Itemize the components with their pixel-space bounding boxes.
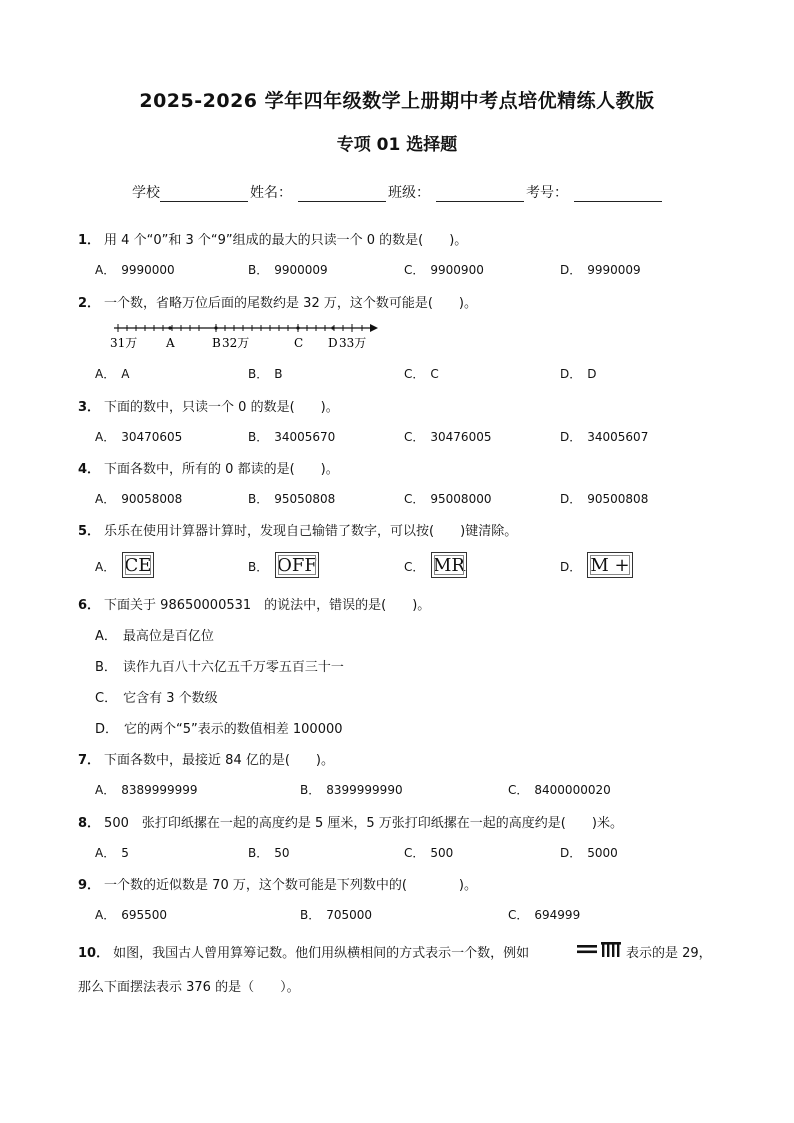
option-b[interactable]: B． 8399999990 bbox=[300, 783, 403, 797]
question-1 bbox=[78, 229, 467, 248]
option-b[interactable]: B． 读作九百八十六亿五千万零五百三十一 bbox=[95, 660, 344, 675]
number-blank[interactable] bbox=[574, 187, 662, 202]
ce-key-icon[interactable]: CE bbox=[122, 552, 154, 578]
name-label: 姓名： bbox=[250, 185, 292, 201]
tick-label-33w: 33万 bbox=[339, 336, 367, 350]
question-3: 3． 下面的数中，只读一个 0 的数是( )。 bbox=[78, 400, 339, 415]
question-6: 6． 下面关于 98650000531 的说法中，错误的是( )。 bbox=[78, 598, 431, 613]
counting-rods-29-icon bbox=[577, 941, 623, 957]
option-d-label: D． bbox=[560, 560, 582, 574]
question-number: 1． bbox=[78, 233, 101, 248]
tick-label-32w: 32万 bbox=[222, 336, 250, 350]
option-c[interactable]: C． 95008000 bbox=[404, 492, 492, 506]
option-a[interactable]: A． 5 bbox=[95, 846, 129, 860]
class-blank[interactable] bbox=[436, 187, 524, 202]
question-4: 4． 下面各数中，所有的 0 都读的是( )。 bbox=[78, 462, 339, 477]
tick-label-d: D bbox=[328, 336, 338, 350]
tick-label-a: A bbox=[166, 336, 175, 350]
off-key-icon[interactable]: OFF bbox=[275, 552, 319, 578]
tick-label-c: C bbox=[294, 336, 304, 350]
option-b[interactable]: B． 34005670 bbox=[248, 430, 336, 444]
option-c[interactable]: C． 8400000020 bbox=[508, 783, 611, 797]
option-a-label: A． bbox=[95, 560, 116, 574]
option-b[interactable]: B． 705000 bbox=[300, 908, 373, 922]
option-b[interactable]: B． 9900009 bbox=[248, 263, 328, 277]
option-a[interactable]: A． 695500 bbox=[95, 908, 168, 922]
option-c[interactable]: C． 它含有 3 个数级 bbox=[95, 691, 218, 706]
option-c[interactable]: C． C bbox=[404, 367, 439, 381]
name-blank[interactable] bbox=[298, 187, 386, 202]
option-a[interactable]: A． 90058008 bbox=[95, 492, 183, 506]
page-subtitle: 专项 01 选择题 bbox=[336, 135, 458, 155]
school-label: 学校 bbox=[132, 185, 160, 201]
option-a[interactable]: A． A bbox=[95, 367, 130, 381]
option-c[interactable]: C． 500 bbox=[404, 846, 454, 860]
question-8: 8． 500 张打印纸摞在一起的高度约是 5 厘米，5 万张打印纸摞在一起的高度约是( )米。 bbox=[78, 816, 623, 831]
option-c-label: C． bbox=[404, 560, 425, 574]
option-b-label: B． bbox=[248, 560, 269, 574]
option-a[interactable]: A． 9990000 bbox=[95, 263, 175, 277]
option-d[interactable]: D． 9990009 bbox=[560, 263, 641, 277]
option-b[interactable]: B． 95050808 bbox=[248, 492, 336, 506]
option-c[interactable]: C． 30476005 bbox=[404, 430, 492, 444]
option-a[interactable]: A． 8389999999 bbox=[95, 783, 198, 797]
m-plus-key-icon[interactable]: M + bbox=[587, 552, 633, 578]
school-blank[interactable] bbox=[160, 187, 248, 202]
question-2: 2． 一个数，省略万位后面的尾数约是 32 万，这个数可能是( )。 bbox=[78, 296, 477, 311]
option-d[interactable]: D． 5000 bbox=[560, 846, 618, 860]
question-10-text-line2: 那么下面摆法表示 376 的是（ ）。 bbox=[78, 980, 300, 995]
option-a[interactable]: A． 30470605 bbox=[95, 430, 183, 444]
option-d[interactable]: D． D bbox=[560, 367, 597, 381]
option-d[interactable]: D． 34005607 bbox=[560, 430, 649, 444]
option-a[interactable]: A． 最高位是百亿位 bbox=[95, 629, 214, 644]
class-label: 班级： bbox=[388, 185, 430, 201]
mr-key-icon[interactable]: MR bbox=[431, 552, 467, 578]
question-9: 9． 一个数的近似数是 70 万，这个数可能是下列数中的( )。 bbox=[78, 878, 477, 893]
question-text: 用 4 个“0”和 3 个“9”组成的最大的只读一个 0 的数是( )。 bbox=[104, 233, 468, 248]
question-10: 10． 如图，我国古人曾用算筹记数。他们用纵横相间的方式表示一个数，例如 bbox=[78, 946, 530, 961]
tick-label-31w: 31万 bbox=[110, 336, 138, 350]
option-b[interactable]: B． B bbox=[248, 367, 283, 381]
student-info-row bbox=[132, 182, 664, 202]
option-c[interactable]: C． 9900900 bbox=[404, 263, 484, 277]
option-c[interactable]: C． 694999 bbox=[508, 908, 581, 922]
option-b[interactable]: B． 50 bbox=[248, 846, 290, 860]
option-d[interactable]: D． 它的两个“5”表示的数值相差 100000 bbox=[95, 722, 343, 737]
question-5: 5． 乐乐在使用计算器计算时，发现自己输错了数字，可以按( )键清除。 bbox=[78, 524, 518, 539]
option-d[interactable]: D． 90500808 bbox=[560, 492, 649, 506]
number-line-figure bbox=[104, 318, 384, 354]
question-10-text-tail: 表示的是 29， bbox=[626, 946, 712, 961]
question-7: 7． 下面各数中，最接近 84 亿的是( )。 bbox=[78, 753, 334, 768]
number-label: 考号： bbox=[526, 185, 568, 201]
page-title: 2025-2026 学年四年级数学上册期中考点培优精练人教版 bbox=[139, 90, 655, 112]
tick-label-b: B bbox=[212, 336, 221, 350]
